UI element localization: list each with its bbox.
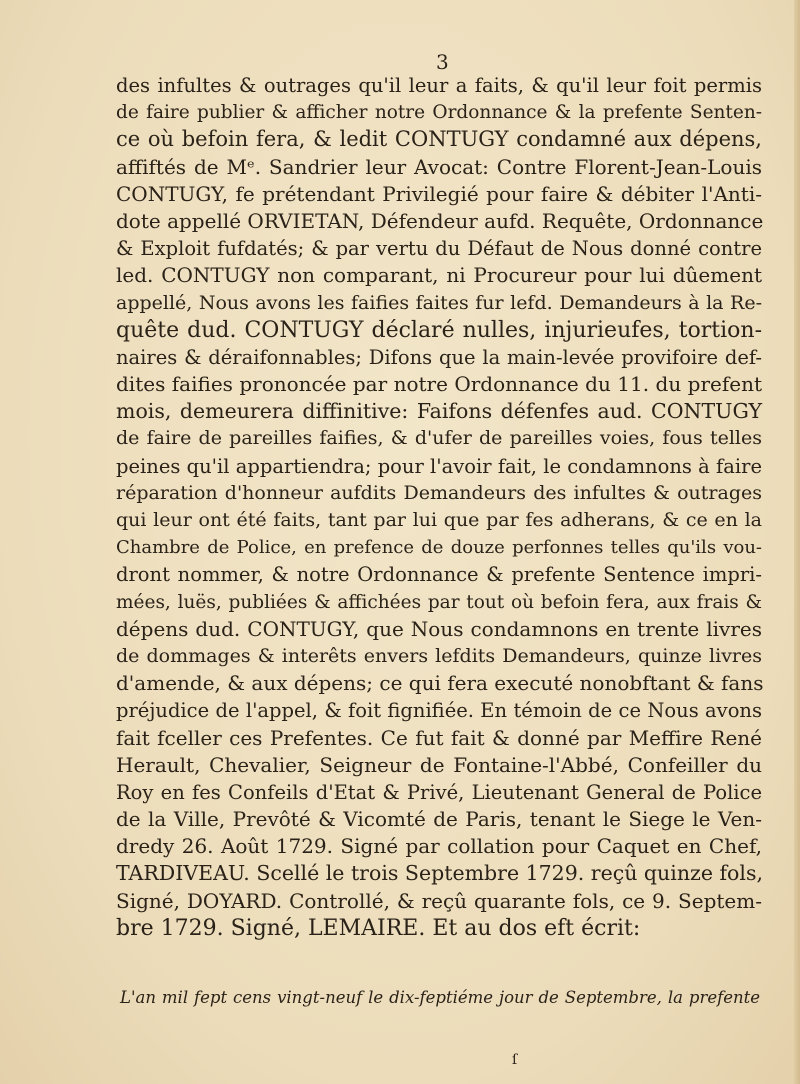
text-line: appellé, Nous avons les faifies faites fur lefd. Demandeurs à la Re- <box>116 291 762 314</box>
text-line: & Exploit fufdatés; & par vertu du Défaut de Nous donné contre <box>116 237 762 261</box>
page-edge <box>794 0 800 1084</box>
footer-line: L'an mil fept cens vingt-neuf le dix-feptiéme jour de Septembre, la prefente <box>120 988 760 1007</box>
text-line: réparation d'honneur aufdits Demandeurs des infultes & outrages <box>116 481 762 504</box>
text-line: dront nommer, & notre Ordonnance & prefente Sentence impri- <box>116 563 762 587</box>
text-line: de la Ville, Prevôté & Vicomté de Paris, tenant le Siege le Ven- <box>116 807 762 832</box>
printer-mark: ſ <box>512 1052 518 1068</box>
text-line: qui leur ont été faits, tant par lui que par fes adherans, & ce en la <box>116 509 762 531</box>
text-line: TARDIVEAU. Scellé le trois Septembre 1729. reçû quinze fols, <box>116 861 763 886</box>
text-line: de dommages & interêts envers lefdits Demandeurs, quinze livres <box>116 644 762 667</box>
text-line: Roy en fes Confeils d'Etat & Privé, Lieutenant General de Police <box>116 780 762 804</box>
text-line: CONTUGY, fe prétendant Privilegié pour faire & débiter l'Anti- <box>116 181 762 206</box>
text-line: Herault, Chevalier, Seigneur de Fontaine-l'Abbé, Confeiller du <box>116 752 762 777</box>
text-line: mois, demeurera diffinitive: Faifons défenfes aud. CONTUGY <box>116 399 762 424</box>
text-line: de faire publier & afficher notre Ordonnance & la prefente Senten- <box>116 102 762 124</box>
text-line: dredy 26. Août 1729. Signé par collation pour Caquet en Chef, <box>116 834 762 859</box>
text-line: dites faifies prononcée par notre Ordonnance du 11. du prefent <box>116 372 762 397</box>
text-line: ce où befoin fera, & ledit CONTUGY condamné aux dépens, <box>116 127 762 152</box>
page-number: 3 <box>436 50 449 74</box>
text-line: de faire de pareilles faifies, & d'ufer de pareilles voies, fous telles <box>116 427 762 450</box>
text-line: des infultes & outrages qu'il leur a faits, & qu'il leur foit permis <box>116 74 762 97</box>
text-line: préjudice de l'appel, & foit fignifiée. En témoin de ce Nous avons <box>116 699 762 723</box>
text-line: quête dud. CONTUGY déclaré nulles, injurieufes, tortion- <box>116 317 762 343</box>
text-line: fait fceller ces Prefentes. Ce fut fait & donné par Meffire René <box>116 725 762 750</box>
body-text <box>116 72 762 942</box>
text-line: peines qu'il appartiendra; pour l'avoir fait, le condamnons à faire <box>116 454 762 478</box>
text-line: Chambre de Police, en prefence de douze perfonnes telles qu'ils vou- <box>116 537 762 559</box>
text-line: led. CONTUGY non comparant, ni Procureur pour lui dûement <box>116 263 762 288</box>
text-line: affiftés de Mᵉ. Sandrier leur Avocat: Contre Florent-Jean-Louis <box>116 154 762 179</box>
text-line: Signé, DOYARD. Controllé, & reçû quarante fols, ce 9. Septem- <box>116 888 762 913</box>
text-line: bre 1729. Signé, LEMAIRE. Et au dos eft écrit: <box>116 915 641 941</box>
text-line: dote appellé ORVIETAN, Défendeur aufd. Requête, Ordonnance <box>116 208 764 233</box>
text-line: naires & déraifonnables; Difons que la main-levée provifoire def- <box>116 345 762 369</box>
text-line: mées, luës, publiées & affichées par tout où befoin fera, aux frais & <box>116 591 762 613</box>
text-line: d'amende, & aux dépens; ce qui fera executé nonobftant & fans <box>116 671 764 696</box>
text-line: dépens dud. CONTUGY, que Nous condamnons en trente livres <box>116 616 762 641</box>
